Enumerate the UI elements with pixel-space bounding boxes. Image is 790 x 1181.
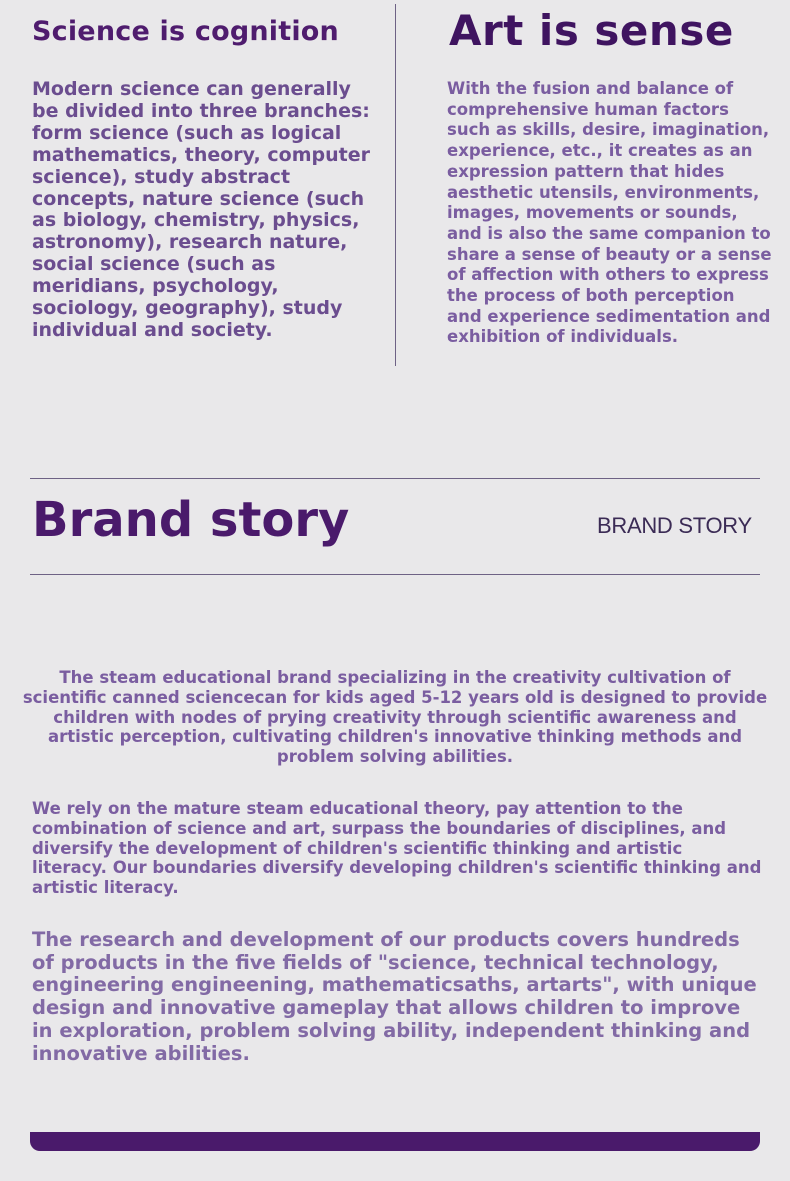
footer-accent-bar [30, 1132, 760, 1151]
column-divider [395, 4, 396, 366]
brand-story-heading: Brand story [32, 492, 350, 548]
brand-bottom-rule [30, 574, 760, 575]
art-paragraph: With the fusion and balance of comprehensive human factors such as skills, desire, imagination, experience, etc., it creates as an expression pattern that hides aesthetic utensils, environments, images, movements or sounds, and is also the same companion to share a sense of beauty or a sense of affection with others to express the process of both perception and experience sedimentation and exhibition of individuals. [447, 79, 772, 347]
science-heading: Science is cognition [32, 16, 339, 47]
brand-top-rule [30, 478, 760, 479]
brand-paragraph-1: The steam educational brand specializing in the creativity cultivation of scientific canned sciencecan for kids aged 5-12 years old is designed to provide children with nodes of prying creativity through scientific awareness and artistic perception, cultivating children's innovative thinking methods and problem solving abilities. [22, 668, 768, 767]
science-paragraph: Modern science can generally be divided into three branches: form science (such as logical mathematics, theory, computer science), study abstract concepts, nature science (such as biology, chemistry, physics, astronomy), research nature, social science (such as meridians, psychology, sociology, geography), study individual and society. [32, 78, 370, 341]
brand-paragraph-3: The research and development of our products covers hundreds of products in the five fields of "science, technical technology, engineering engineening, mathematicsaths, artarts", with unique design and innovative gameplay that allows children to improve in exploration, problem solving ability, independent thinking and innovative abilities. [32, 928, 757, 1065]
art-heading: Art is sense [449, 6, 734, 55]
brand-paragraph-2: We rely on the mature steam educational theory, pay attention to the combination of science and art, surpass the boundaries of disciplines, and diversify the development of children's scientific thinking and artistic literacy. Our boundaries diversify developing children's scientific thinking and artistic literacy. [32, 799, 762, 898]
brand-story-subheading: BRAND STORY [597, 513, 752, 538]
